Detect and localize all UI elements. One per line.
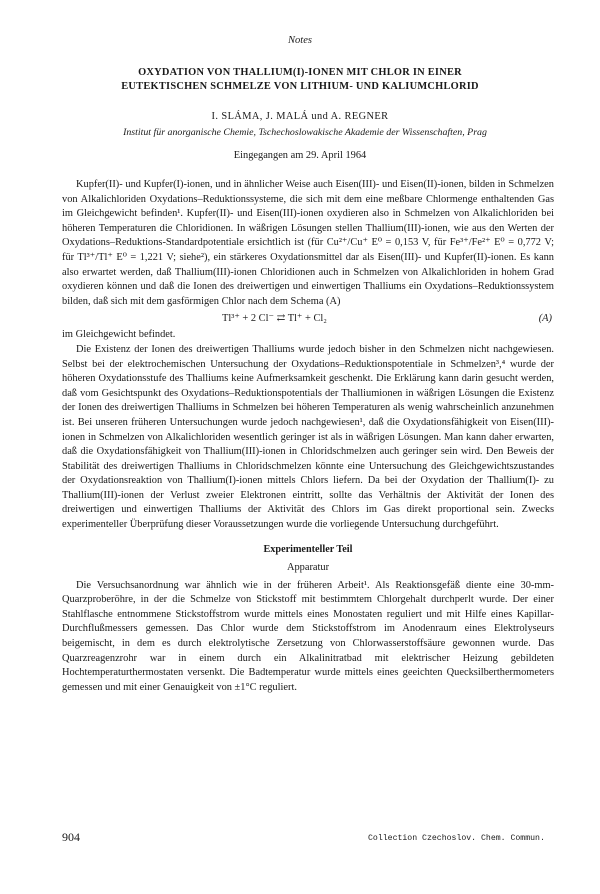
affiliation: Institut für anorganische Chemie, Tschechoslowakische Akademie der Wissenschaften, Prag (123, 127, 487, 138)
equation-a (62, 310, 554, 328)
paragraph-existence: Die Existenz der Ionen des dreiwertigen Thalliums wurde jedoch bisher in den Schmelzen nicht nachgewiesen. Selbst bei der elektrochemischen Untersuchung der Oxydations–Reduktionspotentiale in Schmelzen³,⁴ wurde der höheren Oxydationsstufe des Thalliums keine Aufmerksamkeit geschenkt. Die Erklärung kann darin gesucht werden, daß vom Gesichtspunkt des Oxydations–Reduktionspotentials der Thalliumionen in wäßrigen Lösungen die Existenz der Ionen des dreiwertigen Thalliums in Schmelzen bei höheren Temperaturen als wenig wahrscheinlich anzunehmen ist. Bei unseren früheren Untersuchungen wurde jedoch nachgewiesen¹, daß die Oxydationsfähigkeit von Eisen(III)-ionen in Schmelzen von Alkalichloriden wesentlich geringer ist als in wäßrigen Lösungen. Man kann daher erwarten, daß die Oxydationsfähigkeit von Thallium(III)-ionen in Chloridschmelzen auch geringer sein wird. Den Beweis der Stabilität des dreiwertigen Thalliums in Chloridschmelzen könnte eine Untersuchung des Gleichgewichtszustandes der Oxydationsreaktion von Thallium(I)-ionen mittels Chlors liefern. Da bei der Oxydation der Thallium(I)- zu Thallium(III)-ionen der Verlust zweier Elektronen eintritt, sollte das Verhältnis der Aktivität der Ionen des dreiwertigen und einwertigen Thalliums der Aktivität des Chlors im Gas direkt proportional sein. Zwecks experimenteller Überprüfung dieser Voraussetzungen wurde die vorliegende Untersuchung durchgeführt. (62, 343, 554, 531)
subsection-heading: Apparatur (286, 561, 330, 573)
paragraph-intro: Kupfer(II)- und Kupfer(I)-ionen, und in ähnlicher Weise auch Eisen(III)- und Eisen(II)-ionen, bilden in Schmelzen von Alkalichloriden Oxydations–Reduktionssysteme, die sich mit dem eine meßbare Chlormenge enthaltenden Gas im Gleichgewicht befinden¹. Kupfer(II)- und Eisen(III)-ionen oxydieren also in Schmelzen von Alkalichloriden bei höheren Temperaturen die Chloridionen. In wäßrigen Lösungen stellen Thallium(III)-ionen, wie aus den Werten der Oxydations–Reduktions-Standardpotentiale ersichtlich ist (für Cu²⁺/Cu⁺ E⁰ = 0,153 V, für Fe³⁺/Fe²⁺ E⁰ = 0,772 V; für Tl³⁺/Tl⁺ E⁰ = 1,221 V; siehe²), ein stärkeres Oxydationsmittel dar als Eisen(III)- und Kupfer(II)-ionen. Es kann also erwartet werden, daß Thallium(III)-ionen Chloridionen auch in Schmelzen von Alkalichloriden in hohem Grad oxydieren können und daß die Ionen des dreiwertigen und einwertigen Thalliums ein Oxydations–Reduktionssystem bilden, daß sich mit dem gasförmigen Chlor nach dem Schema (A) (62, 179, 554, 307)
article-title (60, 66, 540, 94)
received-date: Eingegangen am 29. April 1964 (233, 150, 367, 161)
article-body (62, 178, 554, 695)
equation-text: Tl³⁺ + 2 Cl⁻ ⇄ Tl⁺ + Cl₂ (222, 313, 327, 325)
journal-name: Collection Czechoslov. Chem. Commun. (368, 834, 545, 843)
running-head: Notes (288, 35, 312, 46)
paragraph-apparatus: Die Versuchsanordnung war ähnlich wie in der früheren Arbeit¹. Als Reaktionsgefäß diente eine 30-mm-Quarzproberöhre, in der die Schmelze von Stickstoff mit bestimmtem Chlorgehalt durchperlt wurde. Der einer Stahlflasche entnommene Stickstoffstrom wurde mittels eines Monostaten reguliert und mit Hilfe eines Kapillar-Durchflußmessers gemessen. Das Chlor wurde dem Stickstoffstrom im Anodenraum eines Elektrolyseurs beigemischt, in dem es durch elektrolytische Zersetzung von Chlorwasserstoffsäure gewonnen wurde. Das Quarzreagenzrohr war in einem durch ein Alkalinitratbad mit elektrischer Heizung gebildeten Hochtemperaturthermostaten versenkt. Die Badtemperatur wurde mittels eines geeichten Quecksilberthermometers gemessen und mit einer Genauigkeit von ±1°C reguliert. (62, 579, 554, 693)
title-line-1: OXYDATION VON THALLIUM(I)-IONEN MIT CHLOR IN EINER (138, 67, 462, 78)
title-line-2: EUTEKTISCHEN SCHMELZE VON LITHIUM- UND KALIUMCHLORID (121, 81, 479, 92)
equation-label: (A) (538, 313, 552, 325)
authors: I. SLÁMA, J. MALÁ und A. REGNER (211, 111, 389, 122)
section-heading: Experimenteller Teil (263, 543, 353, 555)
page-number: 904 (62, 830, 80, 844)
paragraph-equilibrium: im Gleichgewicht befindet. (62, 329, 176, 341)
